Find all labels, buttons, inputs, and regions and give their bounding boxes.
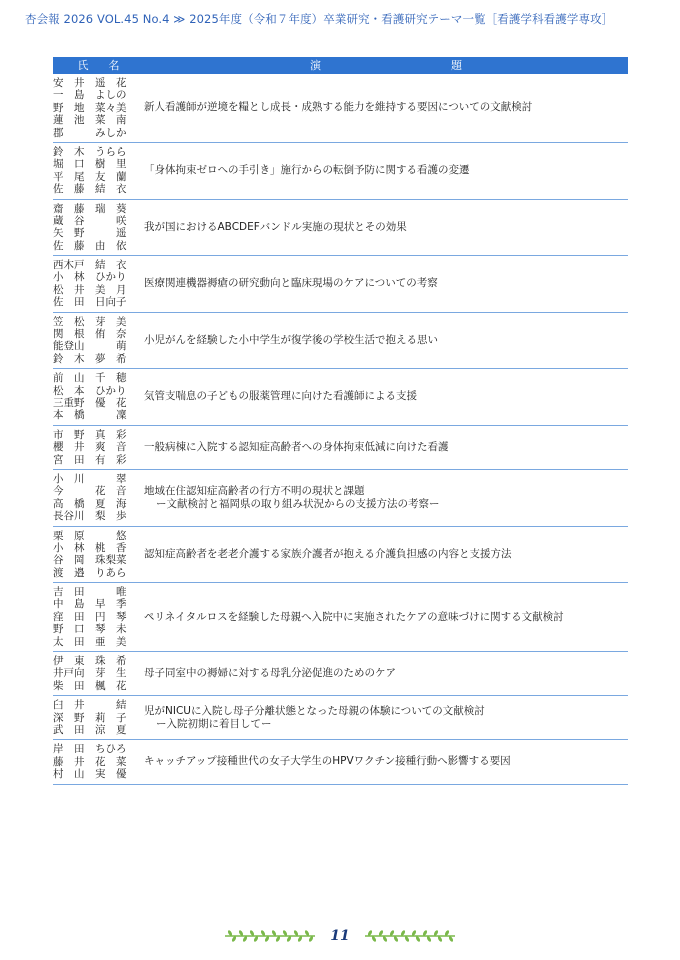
student-name: 小 川 翠 [53,472,127,485]
research-title-cell [144,312,628,369]
research-title-cell [144,142,628,199]
column-header-name-char: 氏 [77,59,89,72]
page-footer [0,925,680,945]
student-name: 岸 田 ちひろ [53,743,127,756]
student-name: 中 島 早 季 [53,598,127,611]
research-title-cell [144,652,628,696]
research-title-cell [144,74,628,142]
student-name: 櫻 井 爽 音 [53,441,127,454]
column-header-title-char: 演 [310,59,321,72]
table-row [53,696,628,740]
student-name: 本 橋 凜 [53,409,127,422]
table-row [53,583,628,652]
student-name: 武 田 涼 夏 [53,723,127,736]
table-row [53,469,628,526]
table-row [53,199,628,256]
student-name: 佐 藤 由 依 [53,239,127,252]
table-row [53,142,628,199]
table-row [53,74,628,142]
student-name: 小 林 ひかり [53,271,127,284]
table-row [53,652,628,696]
student-name: 佐 田 日向子 [53,296,127,309]
research-title: ペリネイタルロスを経験した母親へ入院中に実施されたケアの意味づけに関する文献検討 [144,610,564,623]
student-name: 松 井 美 月 [53,283,127,296]
table-row [53,425,628,469]
student-name: 渡 邉 りあら [53,566,127,579]
student-name: 井戸向 芽 生 [53,667,127,680]
student-name: 関 根 侑 奈 [53,328,127,341]
research-title-cell [144,369,628,426]
student-name: 鈴 木 夢 希 [53,352,127,365]
research-subtitle: ー文献検討と福岡県の取り組み状況からの支援方法の考察ー [156,497,440,510]
student-names-cell [53,526,144,583]
student-name: 松 本 ひかり [53,384,127,397]
table-row [53,369,628,426]
left-vine-ornament [225,929,315,943]
student-name: 太 田 亜 美 [53,635,127,648]
table-row [53,256,628,313]
research-title: 一般病棟に入院する認知症高齢者への身体拘束低減に向けた看護 [144,440,449,453]
student-name: 佐 藤 結 衣 [53,183,127,196]
student-name: 今 花 音 [53,485,127,498]
table-row [53,740,628,784]
student-name: 野 地 菜々美 [53,101,127,114]
student-name: 高 橋 夏 海 [53,497,127,510]
column-header-title-char: 題 [451,59,462,72]
student-names-cell [53,369,144,426]
student-name: 平 尾 友 蘭 [53,170,127,183]
research-title: 認知症高齢者を老老介護する家族介護者が抱える介護負担感の内容と支援方法 [144,547,512,560]
student-name: 矢 野 遥 [53,227,127,240]
student-name: 西木戸 結 衣 [53,259,127,272]
page-header: 杏会報 2026 VOL.45 No.4 ≫ 2025年度（令和７年度）卒業研究・看護研究テーマ一覧［看護学科看護学専攻］ [25,12,614,26]
research-title: 気管支喘息の子どもの服薬管理に向けた看護師による支援 [144,390,417,403]
research-title-cell [144,740,628,784]
student-names-cell [53,312,144,369]
student-name: 栗 原 悠 [53,529,127,542]
student-name: 鈴 木 うらら [53,145,127,158]
student-name: 窪 田 円 琴 [53,610,127,623]
student-names-cell [53,199,144,256]
student-names-cell [53,652,144,696]
student-name: 宮 田 有 彩 [53,453,127,466]
student-name: 安 井 遥 花 [53,77,127,89]
column-header-name [53,57,144,74]
student-name: 小 林 桃 香 [53,541,127,554]
column-header-title [144,57,628,74]
student-name: 臼 井 結 [53,699,127,712]
research-title: 我が国におけるABCDEFバンドル実施の現状とその効果 [144,220,407,233]
student-name: 齋 藤 瑞 葵 [53,202,127,215]
student-name: 蓮 池 菜 南 [53,114,127,127]
student-name: 吉 田 唯 [53,586,127,599]
student-name: 野 口 琴 未 [53,623,127,636]
student-name: 堀 口 樹 里 [53,158,127,171]
research-title-cell [144,199,628,256]
page-number: 11 [330,927,350,944]
table-header-row [53,57,628,74]
student-name: 前 山 千 穂 [53,372,127,385]
research-title: 小児がんを経験した小中学生が復学後の学校生活で抱える思い [144,333,438,346]
research-subtitle: ー入院初期に着目してー [156,717,272,730]
student-name: 市 野 真 彩 [53,428,127,441]
student-names-cell [53,142,144,199]
theme-table [53,57,628,785]
student-name: 藤 井 花 菜 [53,755,127,768]
student-name: 深 野 莉 子 [53,711,127,724]
student-name: 谷 岡 珠梨菜 [53,554,127,567]
research-title-cell [144,425,628,469]
table-row [53,526,628,583]
student-names-cell [53,696,144,740]
student-names-cell [53,74,144,142]
research-title: 母子同室中の褥婦に対する母乳分泌促進のためのケア [144,667,396,680]
right-vine-ornament [365,929,455,943]
research-title-cell [144,526,628,583]
research-title: 医療関連機器褥瘡の研究動向と臨床現場のケアについての考察 [144,277,438,290]
student-name: 柴 田 楓 花 [53,679,127,692]
research-title-cell [144,469,628,526]
student-name: 蔵 谷 咲 [53,214,127,227]
research-title: 新人看護師が逆境を糧とし成長・成熟する能力を維持する要因についての文献検討 [144,101,533,114]
student-name: 村 山 実 優 [53,768,127,781]
table-row [53,312,628,369]
student-name: 伊 東 珠 希 [53,655,127,668]
research-title-cell [144,256,628,313]
student-name: 一 島 よしの [53,89,127,102]
research-title: 児がNICUに入院し母子分離状態となった母親の体験についての文献検討 [144,704,485,717]
student-name: 笠 松 芽 美 [53,315,127,328]
student-names-cell [53,469,144,526]
column-header-name-char: 名 [108,59,120,72]
research-title: キャッチアップ接種世代の女子大学生のHPVワクチン接種行動へ影響する要因 [144,755,511,768]
student-name: 三重野 優 花 [53,396,127,409]
student-name: 能登山 萌 [53,340,127,353]
table-body [53,74,628,784]
student-name: 郡 みしか [53,126,127,139]
student-names-cell [53,256,144,313]
research-title-cell [144,583,628,652]
student-names-cell [53,740,144,784]
student-names-cell [53,425,144,469]
research-title: 地域在住認知症高齢者の行方不明の現状と課題 [144,484,365,497]
student-name: 長谷川 梨 歩 [53,510,127,523]
research-title: 「身体拘束ゼロへの手引き」施行からの転倒予防に関する看護の変遷 [144,164,470,177]
research-title-cell [144,696,628,740]
student-names-cell [53,583,144,652]
